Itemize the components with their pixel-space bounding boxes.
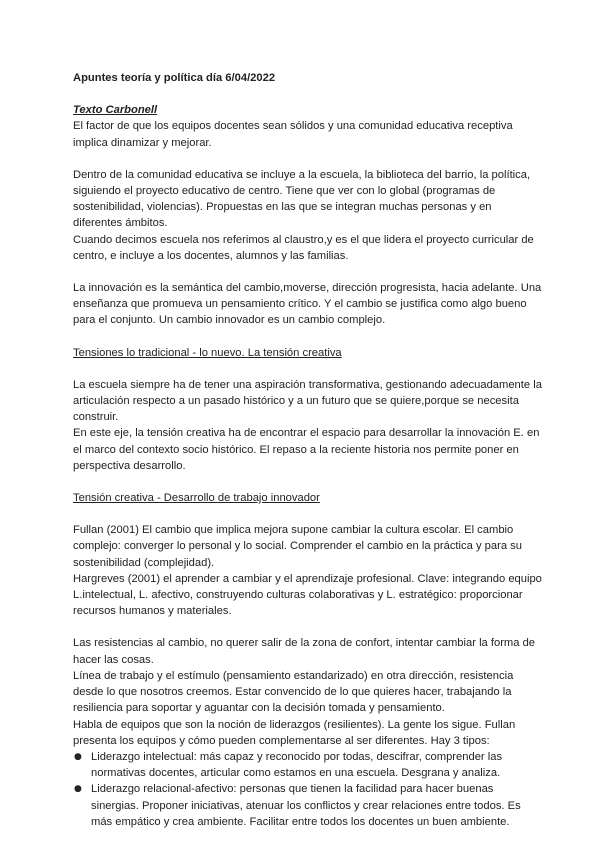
paragraph: El factor de que los equipos docentes sean sólidos y una comunidad educativa receptiva implica dinamizar y mejorar.: [73, 120, 513, 149]
paragraph: Dentro de la comunidad educativa se incluye a la escuela, la biblioteca del barrio, la política, siguiendo el proyecto educativo de centro. Tiene que ver con lo global (programas de sostenibilidad, violencias). Propuestas en las que se integran muchas personas y en diferentes ámbitos.: [73, 168, 531, 230]
leadership-list: [73, 749, 543, 830]
paragraph: En este eje, la tensión creativa ha de encontrar el espacio para desarrollar la innovación E. en el marco del contexto socio histórico. El repaso a la reciente historia nos permite poner en perspectiva desarrollo.: [73, 427, 540, 472]
paragraph: Fullan (2001) El cambio que implica mejora supone cambiar la cultura escolar. El cambio complejo: converger lo personal y lo social. Comprender el cambio en la práctica y para su sostenibilidad (complejidad).: [73, 524, 522, 569]
paragraph: La innovación es la semántica del cambio,moverse, dirección progresista, hacia adelante. Una enseñanza que promueva un pensamiento crítico. Y el cambio se justifica como algo bueno para el conjunto. Un cambio innovador es un cambio complejo.: [73, 282, 542, 327]
paragraph: Hargreves (2001) el aprender a cambiar y el aprendizaje profesional. Clave: integrando equipo L.intelectual, L. afectivo, construyendo culturas colaborativas y L. estratégico: proporcionar recursos humanos y materiales.: [73, 572, 542, 618]
document-title: Apuntes teoría y política día 6/04/2022: [73, 72, 276, 84]
section-heading-tensiones: Tensiones lo tradicional - lo nuevo. La tensión creativa: [73, 346, 342, 359]
list-item: ● Liderazgo relacional-afectivo: personas que tienen la facilidad para hacer buenas sinergias. Proponer iniciativas, atenuar los conflictos y crear relaciones entre todos. Es más empático y crea ambiente. Facilitar entre todos los docentes un buen ambiente.: [73, 781, 543, 830]
paragraph: Cuando decimos escuela nos referimos al claustro,y es el que lidera el proyecto curricular de centro, e incluye a los docentes, alumnos y las familias.: [73, 233, 534, 262]
section-heading-carbonell: Texto Carbonell: [73, 104, 158, 117]
section-heading-tension-creativa: Tensión creativa - Desarrollo de trabajo innovador: [73, 492, 320, 505]
document-content: [73, 70, 543, 830]
paragraph: Habla de equipos que son la noción de liderazgos (resilientes). La gente los sigue. Fullan presenta los equipos y cómo pueden complementarse al ser diferentes. Hay 3 tipos:: [73, 718, 516, 747]
list-item: ● Liderazgo intelectual: más capaz y reconocido por todas, descifrar, comprender las normativas docentes, articular como estamos en una escuela. Desgrana y analiza.: [73, 749, 543, 781]
paragraph: Línea de trabajo y el estímulo (pensamiento estandarizado) en otra dirección, resistencia desde lo que nosotros creemos. Estar convencido de lo que quieres hacer, trabajando la resiliencia para soportar y aguantar con la decisión tomada y pensamiento.: [73, 669, 514, 715]
paragraph: La escuela siempre ha de tener una aspiración transformativa, gestionando adecuadamente la articulación respecto a un pasado histórico y a un futuro que se quiere,porque se necesita construir.: [73, 378, 542, 424]
paragraph: Las resistencias al cambio, no querer salir de la zona de confort, intentar cambiar la forma de hacer las cosas.: [73, 637, 536, 666]
